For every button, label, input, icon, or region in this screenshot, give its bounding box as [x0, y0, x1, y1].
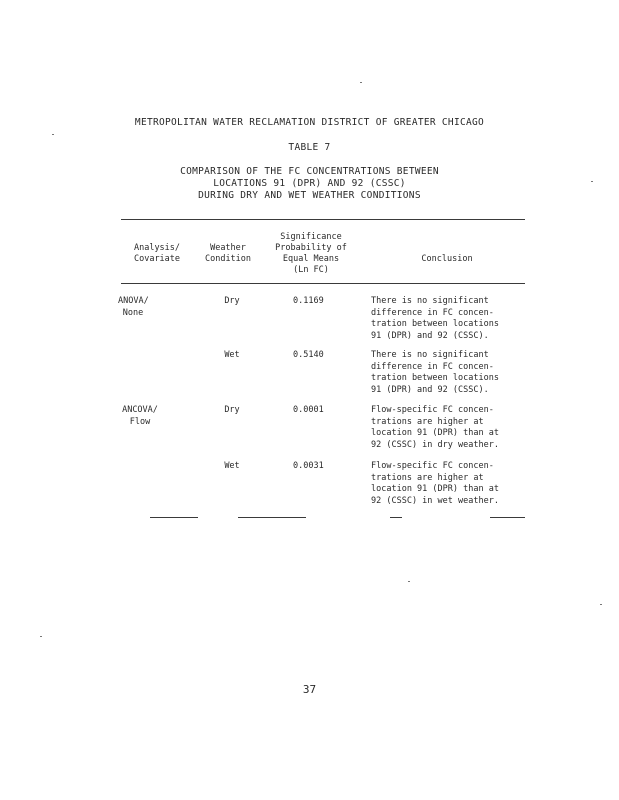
weather-cell: Dry	[224, 296, 240, 306]
table-label: TABLE 7	[288, 142, 331, 153]
probability-cell: 0.0001	[293, 405, 324, 415]
agency-name: METROPOLITAN WATER RECLAMATION DISTRICT OF GREATER CHICAGO	[134, 117, 485, 128]
table-bottom-rule-segment	[490, 517, 525, 518]
table-title-line-3: DURING DRY AND WET WEATHER CONDITIONS	[198, 190, 421, 201]
table-top-rule	[121, 219, 525, 220]
table-bottom-rule-segment	[238, 517, 306, 518]
column-header-weather: Weather Condition	[204, 243, 252, 264]
scan-speck	[591, 181, 593, 182]
conclusion-cell: There is no significant difference in FC concen- tration between locations 91 (DPR) and 92 (CSSC).	[371, 296, 499, 341]
scan-speck	[52, 134, 54, 135]
header-bottom-rule	[121, 283, 525, 284]
column-header-analysis: Analysis/ Covariate	[133, 243, 181, 264]
table-bottom-rule-segment	[390, 517, 402, 518]
table-bottom-rule-segment	[150, 517, 198, 518]
weather-cell: Wet	[224, 461, 240, 471]
conclusion-cell: Flow-specific FC concen- trations are higher at location 91 (DPR) than at 92 (CSSC) in dry weather.	[371, 405, 499, 450]
analysis-cell: ANOVA/ None	[118, 296, 149, 318]
page-number: 37	[302, 683, 317, 696]
analysis-cell: ANCOVA/ Flow	[122, 405, 158, 427]
probability-cell: 0.0031	[293, 461, 324, 471]
scan-speck	[408, 581, 410, 582]
conclusion-cell: There is no significant difference in FC concen- tration between locations 91 (DPR) and 92 (CSSC).	[371, 350, 499, 395]
scan-speck	[600, 604, 602, 605]
table-title-line-2: LOCATIONS 91 (DPR) AND 92 (CSSC)	[213, 178, 406, 189]
table-title-line-1: COMPARISON OF THE FC CONCENTRATIONS BETWEEN	[180, 166, 439, 177]
probability-cell: 0.1169	[293, 296, 324, 306]
scan-speck	[360, 82, 362, 83]
weather-cell: Wet	[224, 350, 240, 360]
weather-cell: Dry	[224, 405, 240, 415]
conclusion-cell: Flow-specific FC concen- trations are higher at location 91 (DPR) than at 92 (CSSC) in wet weather.	[371, 461, 499, 506]
probability-cell: 0.5140	[293, 350, 324, 360]
scan-speck	[40, 636, 42, 637]
column-header-significance: Significance Probability of Equal Means (Ln FC)	[275, 232, 347, 275]
column-header-conclusion: Conclusion	[421, 254, 473, 264]
